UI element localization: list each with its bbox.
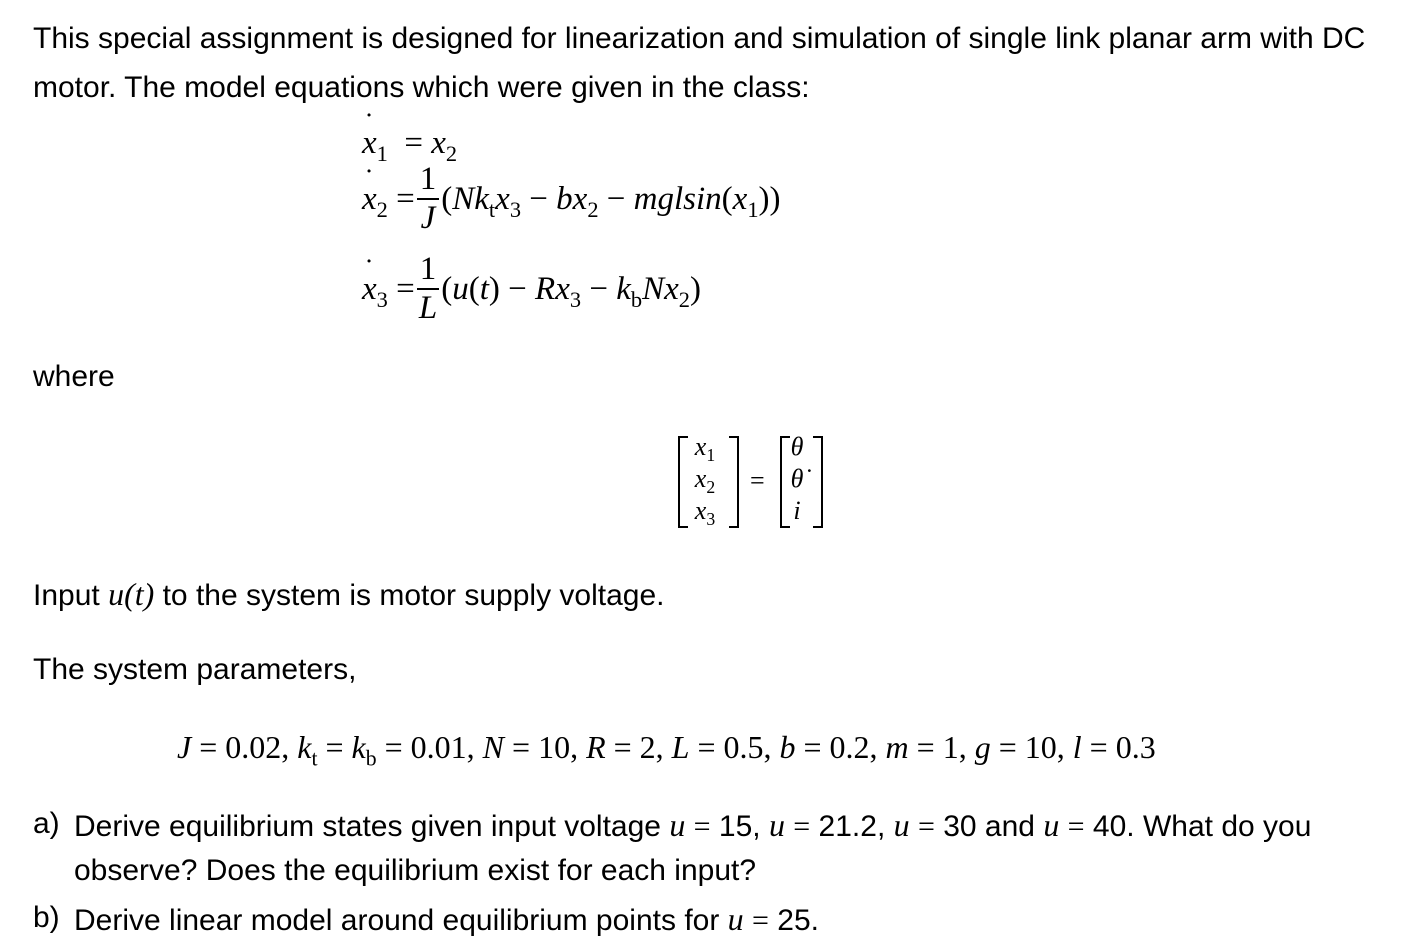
- vec-x1: $x_1$: [694, 432, 716, 466]
- eq2-numerator: 1: [417, 163, 440, 200]
- question-a-label: a): [33, 807, 60, 840]
- state-vector: [675, 432, 835, 532]
- vector-equals: =: [750, 466, 765, 495]
- equation-3: ˙ $x_3$ = $\frac{1}{L}$ $(u(t) - Rx_3 - k_bNx_2)$: [362, 253, 701, 325]
- where-label: where: [33, 360, 115, 393]
- intro-line-1: This special assignment is designed for linearization and simulation of single link planar arm with DC: [33, 22, 1366, 55]
- vec-theta-dot: θ̇: [790, 464, 804, 493]
- right-bracket-close: [813, 436, 823, 528]
- eq3-denominator: L: [418, 290, 438, 326]
- equation-2: ˙ $x_2$ = $\frac{1}{J}$ $(Nk_tx_3 - bx_2 - mglsin(x_1))$: [362, 163, 781, 235]
- vec-i: i: [793, 496, 801, 525]
- params-line: J = 0.02, $k_t = k_b = 0.01$, N = 10, R = 2, L = 0.5, b = 0.2, m = 1, g = 10, l = 0.3: [177, 729, 1156, 771]
- left-bracket-close: [729, 436, 739, 528]
- vec-x3: $x_3$: [694, 496, 716, 530]
- question-a-line-1: Derive equilibrium states given input voltage u = 15, u = 21.2, u = 30 and u = 40. What do you: [74, 807, 1312, 843]
- question-b-line-1: Derive linear model around equilibrium points for u = 25.: [74, 901, 819, 937]
- vec-x2: $x_2$: [694, 464, 716, 498]
- vec-theta: θ: [790, 432, 804, 461]
- equation-1: ˙ $x_1 = x_2$: [362, 127, 457, 160]
- params-label: The system parameters,: [33, 653, 357, 686]
- eq2-denominator: J: [420, 200, 436, 236]
- input-sentence: Input u(t) to the system is motor supply voltage.: [33, 576, 665, 612]
- question-b-label: b): [33, 901, 60, 934]
- eq3-numerator: 1: [417, 253, 440, 290]
- input-u-of-t: u(t): [108, 576, 155, 612]
- question-a-line-2: observe? Does the equilibrium exist for each input?: [74, 854, 757, 887]
- intro-line-2: motor. The model equations which were given in the class:: [33, 71, 810, 104]
